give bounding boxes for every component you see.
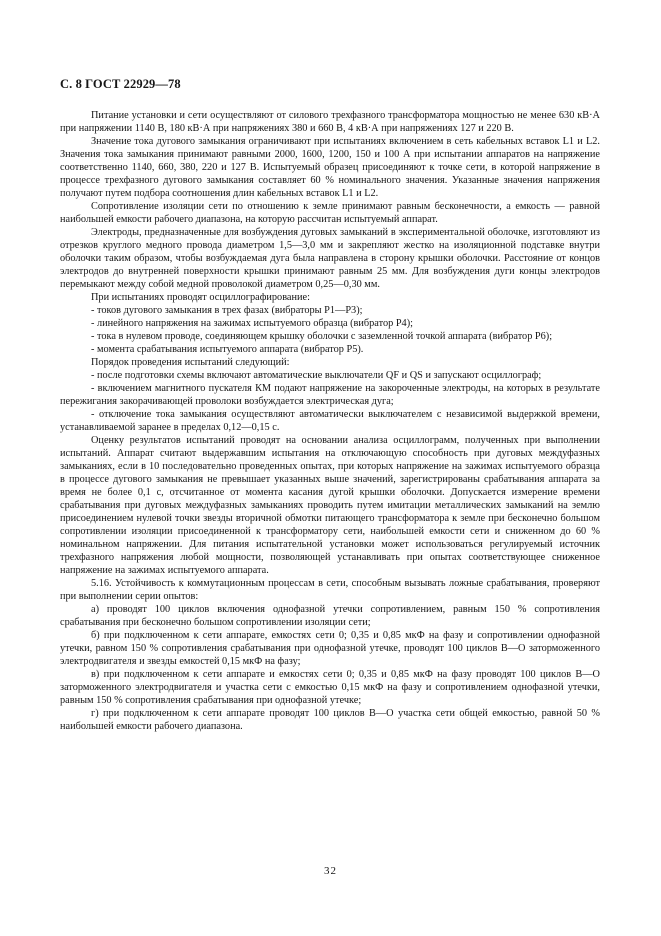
- list-item: - после подготовки схемы включают автоматические выключатели QF и QS и запускают осциллограф;: [91, 370, 542, 381]
- paragraph: Порядок проведения испытаний следующий:: [91, 357, 290, 368]
- list-item: в) при подключенном к сети аппарате и емкостях сети 0; 0,35 и 0,85 мкФ на фазу проводят 100 циклов В—О заторможенного электродвигателя и участка сети с емкостью 0,15 мкФ на фазу и сопротивлением однофазной утечки, равным 150 % сопротивления срабатывания при однофазной утечке;: [60, 669, 600, 706]
- list-item: г) при подключенном к сети аппарате проводят 100 циклов В—О участка сети общей емкостью, равной 50 % наибольшей емкости рабочего диапазона.: [60, 708, 600, 732]
- paragraph: Питание установки и сети осуществляют от силового трехфазного трансформатора мощностью не менее 630 кВ·А при напряжении 1140 В, 180 кВ·А при напряжениях 380 и 660 В, 4 кВ·А при напряжениях 127 и 220 В.: [60, 110, 600, 134]
- list-item: - отключение тока замыкания осуществляют автоматически выключателем с независимой выдержкой времени, устанавливаемой заранее в пределах 0,12—0,15 с.: [60, 409, 600, 433]
- section-paragraph: 5.16. Устойчивость к коммутационным процессам в сети, способным вызывать ложные срабатывания, проверяют при выполнении серии опытов:: [60, 578, 600, 602]
- list-item: б) при подключенном к сети аппарате, емкостях сети 0; 0,35 и 0,85 мкФ на фазу и сопротивлении однофазной утечки, равном 150 % сопротивления срабатывания при однофазной утечке, проводят 100 циклов В—О заторможенного электродвигателя и звезды емкостей 0,15 мкФ на фазу;: [60, 630, 600, 667]
- paragraph: Электроды, предназначенные для возбуждения дуговых замыканий в экспериментальной оболочке, изготовляют из отрезков круглого медного провода диаметром 1,5—3,0 мм и закрепляют жестко на изоляционной подставке внутри оболочки таким образом, чтобы возбуждаемая дуга была направлена в сторону крышки оболочки. Расстояние от концов электродов до внутренней поверхности крышки принимают равным 25 мм. Для возбуждения дуги концы электродов перемыкают между собой медной проволокой диаметром 0,25—0,30 мм.: [60, 227, 600, 290]
- list-item: - токов дугового замыкания в трех фазах (вибраторы Р1—Р3);: [91, 305, 363, 316]
- paragraph: Значение тока дугового замыкания ограничивают при испытаниях включением в сеть кабельных вставок L1 и L2. Значения тока замыкания принимают равными 2000, 1600, 1200, 150 и 100 А при испытании аппаратов на напряжение соответственно 1140, 660, 380, 220 и 127 В. Испытуемый образец присоединяют к точке сети, в которой напряжение в процессе трехфазного дугового замыкания составляет 60 % номинального значения. Указанные значения напряжения получают путем подбора соотношения длин кабельных вставок L1 и L2.: [60, 136, 600, 199]
- paragraph: При испытаниях проводят осциллографирование:: [91, 292, 310, 303]
- page-number: 32: [324, 865, 337, 877]
- paragraph: Оценку результатов испытаний проводят на основании анализа осциллограмм, полученных при выполнении испытаний. Аппарат считают выдержавшим испытания на отключающую способность при дуговых междуфазных замыканиях, если в 10 последовательно проведенных опытах, при которых напряжение на зажимах испытуемого образца в процессе дугового замыкания не превышает указанных выше значений, зарегистрированы срабатывания аппарата за время не более 0,1 с, отсчитанное от момента касания дугой крышки оболочки. Допускается измерение времени срабатывания при дуговых междуфазных замыканиях проводить путем имитации металлических замыканий на землю присоединением нулевой точки звезды вторичной обмотки питающего трансформатора к земле при бесконечно большом сопротивлении изоляции присоединенной к трансформатору сети, наибольшей емкости сети и сниженном до 60 % номинальном напряжении. Для питания испытательной установки может использоваться регулируемый источник трехфазного напряжения любой мощности, позволяющей устанавливать при опытах соответствующее сниженное напряжение на зажимах испытуемого аппарата.: [60, 435, 600, 576]
- list-item: а) проводят 100 циклов включения однофазной утечки сопротивлением, равным 150 % сопротивления срабатывания при бесконечно большом сопротивлении изоляции сети;: [60, 604, 600, 628]
- document-body: [60, 109, 600, 733]
- list-item: - тока в нулевом проводе, соединяющем крышку оболочки с заземленной точкой аппарата (вибратор Р6);: [91, 331, 553, 342]
- paragraph: Сопротивление изоляции сети по отношению к земле принимают равным бесконечности, а емкость — равной наибольшей емкости рабочего диапазона, на которую рассчитан испытуемый аппарат.: [60, 201, 600, 225]
- page-header: С. 8 ГОСТ 22929—78: [60, 77, 181, 91]
- list-item: - момента срабатывания испытуемого аппарата (вибратор Р5).: [91, 344, 364, 355]
- list-item: - линейного напряжения на зажимах испытуемого образца (вибратор Р4);: [91, 318, 413, 329]
- list-item: - включением магнитного пускателя КМ подают напряжение на закороченные электроды, на которых в результате пережигания закорачивающей проволоки возбуждается электрическая дуга;: [60, 383, 600, 407]
